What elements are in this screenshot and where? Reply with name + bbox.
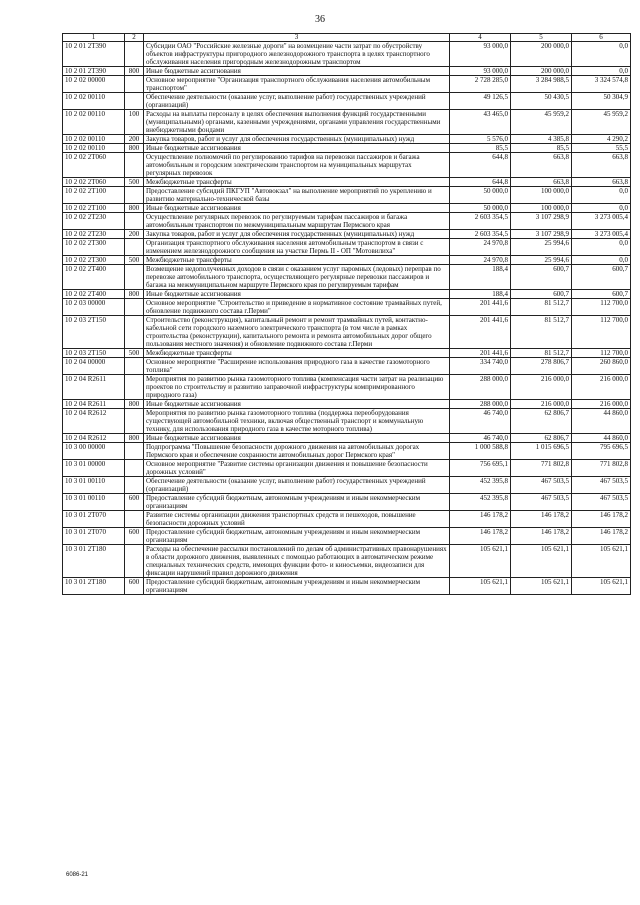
row-name: Закупка товаров, работ и услуг для обеспечения государственных (муниципальных) нужд: [144, 230, 450, 239]
page-number: 36: [315, 14, 325, 25]
row-code: 10 3 01 2T180: [63, 545, 125, 578]
table-row: [63, 400, 631, 409]
row-name: Осуществление регулярных перевозок по регулируемым тарифам пассажиров и багажа автомобильным транспортом по межмуниципальным маршрутам Пермского края: [144, 213, 450, 230]
row-value-2021: 4 385,8: [511, 135, 572, 144]
row-name: Иные бюджетные ассигнования: [144, 204, 450, 213]
row-value-2022: 795 696,5: [572, 443, 631, 460]
row-expense-type: [125, 265, 144, 290]
row-value-2022: 146 178,2: [572, 511, 631, 528]
row-name: Предоставление субсидий ПКГУП "Автовокзал" на выполнение мероприятий по укреплению и развитию материально-технической базы: [144, 187, 450, 204]
row-expense-type: 800: [125, 67, 144, 76]
row-value-2021: 85,5: [511, 144, 572, 153]
row-expense-type: [125, 358, 144, 375]
row-code: 10 2 03 00000: [63, 299, 125, 316]
table-row: [63, 434, 631, 443]
row-code: 10 2 02 00110: [63, 93, 125, 110]
row-value-2021: 50 430,5: [511, 93, 572, 110]
row-value-2021: 1 015 696,5: [511, 443, 572, 460]
row-code: 10 2 02 2T060: [63, 153, 125, 178]
row-expense-type: 100: [125, 110, 144, 135]
row-code: 10 2 04 R2611: [63, 400, 125, 409]
row-code: 10 3 01 2T180: [63, 578, 125, 595]
row-name: Иные бюджетные ассигнования: [144, 290, 450, 299]
table-row: [63, 239, 631, 256]
row-name: Обеспечение деятельности (оказание услуг, выполнение работ) государственных учреждений (организаций): [144, 93, 450, 110]
row-name: Основное мероприятие "Строительство и приведение в нормативное состояние трамвайных путей, обновление подвижного состава г.Перми": [144, 299, 450, 316]
row-value-2020: 1 000 588,8: [450, 443, 511, 460]
table-row: [63, 144, 631, 153]
table-row: [63, 187, 631, 204]
row-value-2020: 46 740,0: [450, 434, 511, 443]
row-name: Межбюджетные трансферты: [144, 349, 450, 358]
row-code: 10 2 04 R2612: [63, 434, 125, 443]
row-name: Расходы на обеспечение рассылки постановлений по делам об административных правонарушениях в области дорожного движения, выявленных с помощью работающих в автоматическом режиме специальных технических средств, имеющих функции фото- и киносъемки, видеозаписи для фиксации нарушений правил дорожного движения: [144, 545, 450, 578]
table-row: [63, 511, 631, 528]
row-value-2020: 201 441,6: [450, 349, 511, 358]
row-name: Основное мероприятие "Развитие системы организации движения и повышение безопасности дорожных условий": [144, 460, 450, 477]
row-value-2021: 81 512,7: [511, 316, 572, 349]
row-value-2022: 663,8: [572, 153, 631, 178]
table-row: [63, 178, 631, 187]
row-code: 10 2 02 2T230: [63, 230, 125, 239]
row-value-2022: 0,0: [572, 42, 631, 67]
row-code: 10 3 01 00110: [63, 477, 125, 494]
row-value-2022: 105 621,1: [572, 578, 631, 595]
row-expense-type: 500: [125, 349, 144, 358]
row-value-2021: 771 802,8: [511, 460, 572, 477]
row-code: 10 2 02 00000: [63, 76, 125, 93]
row-value-2020: 2 603 354,5: [450, 213, 511, 230]
row-value-2020: 46 740,0: [450, 409, 511, 434]
row-value-2022: 0,0: [572, 256, 631, 265]
row-name: Иные бюджетные ассигнования: [144, 400, 450, 409]
table-row: [63, 93, 631, 110]
row-code: 10 2 02 2T100: [63, 204, 125, 213]
row-expense-type: 200: [125, 135, 144, 144]
table-row: [63, 290, 631, 299]
row-value-2021: 3 107 298,9: [511, 213, 572, 230]
row-value-2022: 0,0: [572, 67, 631, 76]
row-value-2022: 771 802,8: [572, 460, 631, 477]
table-row: [63, 256, 631, 265]
row-expense-type: 200: [125, 230, 144, 239]
table-row: [63, 545, 631, 578]
table-row: [63, 42, 631, 67]
row-code: 10 3 01 2T070: [63, 528, 125, 545]
row-code: 10 3 01 00110: [63, 494, 125, 511]
table-row: [63, 135, 631, 144]
row-code: 10 3 01 2T070: [63, 511, 125, 528]
row-name: Возмещение недополученных доходов в связи с оказанием услуг паромных (ледовых) переправ по перевозке автомобильного транспорта, осуществляющего регулярные перевозки пассажиров и багажа на межмуниципальном маршруте Пермского края по регулируемым тарифам: [144, 265, 450, 290]
row-value-2021: 100 000,0: [511, 204, 572, 213]
row-expense-type: 500: [125, 256, 144, 265]
row-expense-type: [125, 42, 144, 67]
table-row: [63, 494, 631, 511]
row-code: 10 2 02 00110: [63, 110, 125, 135]
table-row: [63, 349, 631, 358]
table-row: [63, 578, 631, 595]
row-value-2020: 49 126,5: [450, 93, 511, 110]
row-value-2020: 644,8: [450, 178, 511, 187]
row-value-2022: 44 860,0: [572, 409, 631, 434]
row-value-2022: 467 503,5: [572, 494, 631, 511]
row-value-2021: 200 000,0: [511, 42, 572, 67]
row-value-2020: 201 441,6: [450, 316, 511, 349]
row-expense-type: [125, 299, 144, 316]
row-name: Расходы на выплаты персоналу в целях обеспечения выполнения функций государственными (муниципальными) органами, казенными учреждениями, органами управления государственными внебюджетными фондами: [144, 110, 450, 135]
row-value-2020: 24 970,8: [450, 239, 511, 256]
table-row: [63, 230, 631, 239]
row-code: 10 2 04 R2611: [63, 375, 125, 400]
row-name: Иные бюджетные ассигнования: [144, 67, 450, 76]
row-name: Организация транспортного обслуживания населения автомобильным транспортом в связи с изменением железнодорожного сообщения на участке Пермь II - ОП "Мотовилиха": [144, 239, 450, 256]
row-name: Предоставление субсидий бюджетным, автономным учреждениям и иным некоммерческим организациям: [144, 528, 450, 545]
row-expense-type: [125, 93, 144, 110]
row-value-2022: 0,0: [572, 239, 631, 256]
row-code: 10 2 02 2T400: [63, 290, 125, 299]
row-value-2022: 146 178,2: [572, 528, 631, 545]
row-value-2021: 278 806,7: [511, 358, 572, 375]
row-value-2020: 2 603 354,5: [450, 230, 511, 239]
row-expense-type: [125, 76, 144, 93]
row-code: 10 3 01 00000: [63, 460, 125, 477]
row-value-2020: 105 621,1: [450, 578, 511, 595]
row-value-2021: 216 000,0: [511, 375, 572, 400]
row-value-2021: 663,8: [511, 153, 572, 178]
row-value-2021: 25 994,6: [511, 239, 572, 256]
row-code: 10 2 03 2T150: [63, 349, 125, 358]
row-expense-type: 500: [125, 178, 144, 187]
row-value-2020: 146 178,2: [450, 528, 511, 545]
row-name: Межбюджетные трансферты: [144, 178, 450, 187]
row-value-2020: 334 740,0: [450, 358, 511, 375]
row-expense-type: [125, 239, 144, 256]
row-value-2020: 201 441,6: [450, 299, 511, 316]
row-code: 10 2 02 2T060: [63, 178, 125, 187]
row-code: 10 2 02 2T400: [63, 265, 125, 290]
table-row: [63, 316, 631, 349]
table-row: [63, 409, 631, 434]
row-value-2021: 62 806,7: [511, 434, 572, 443]
row-expense-type: 600: [125, 578, 144, 595]
row-value-2022: 44 860,0: [572, 434, 631, 443]
row-expense-type: [125, 477, 144, 494]
row-expense-type: 600: [125, 528, 144, 545]
row-value-2021: 105 621,1: [511, 545, 572, 578]
row-value-2022: 600,7: [572, 290, 631, 299]
footer-code: 6086-21: [66, 872, 89, 878]
row-name: Строительство (реконструкция), капитальный ремонт и ремонт трамвайных путей, контактно-кабельной сети городского наземного электрического транспорта (в том числе в рамках строительства (реконструкции), капитального ремонта и ремонта автомобильных дорог общего пользования местного значения) и обновление подвижного состава г.Перми: [144, 316, 450, 349]
row-code: 10 2 02 2T300: [63, 256, 125, 265]
row-value-2020: 756 695,1: [450, 460, 511, 477]
row-expense-type: 800: [125, 400, 144, 409]
row-expense-type: [125, 153, 144, 178]
row-expense-type: [125, 460, 144, 477]
row-expense-type: [125, 375, 144, 400]
row-value-2022: 3 273 005,4: [572, 213, 631, 230]
column-header: 1: [63, 34, 125, 42]
row-value-2021: 62 806,7: [511, 409, 572, 434]
row-name: Закупка товаров, работ и услуг для обеспечения государственных (муниципальных) нужд: [144, 135, 450, 144]
table-row: [63, 299, 631, 316]
table-row: [63, 204, 631, 213]
row-value-2022: 600,7: [572, 265, 631, 290]
row-value-2020: 146 178,2: [450, 511, 511, 528]
row-name: Подпрограмма "Повышение безопасности дорожного движения на автомобильных дорогах Пермского края и обеспечение сохранности автомобильных дорог Пермского края": [144, 443, 450, 460]
row-expense-type: [125, 511, 144, 528]
table-row: [63, 528, 631, 545]
column-header: 3: [144, 34, 450, 42]
row-value-2022: 3 324 574,8: [572, 76, 631, 93]
row-value-2022: 0,0: [572, 187, 631, 204]
row-value-2021: 467 503,5: [511, 477, 572, 494]
row-code: 10 2 01 2T390: [63, 42, 125, 67]
column-header: 6: [572, 34, 631, 42]
row-name: Предоставление субсидий бюджетным, автономным учреждениям и иным некоммерческим организациям: [144, 578, 450, 595]
row-value-2021: 105 621,1: [511, 578, 572, 595]
row-value-2021: 216 000,0: [511, 400, 572, 409]
row-value-2022: 112 700,0: [572, 349, 631, 358]
row-name: Иные бюджетные ассигнования: [144, 434, 450, 443]
row-expense-type: [125, 187, 144, 204]
row-expense-type: 800: [125, 290, 144, 299]
table-row: [63, 110, 631, 135]
row-value-2020: 188,4: [450, 265, 511, 290]
row-value-2020: 24 970,8: [450, 256, 511, 265]
row-code: 10 2 02 2T300: [63, 239, 125, 256]
column-header: 4: [450, 34, 511, 42]
row-value-2020: 50 000,0: [450, 187, 511, 204]
row-value-2020: 288 000,0: [450, 375, 511, 400]
row-value-2021: 663,8: [511, 178, 572, 187]
row-name: Субсидии ОАО "Российские железные дороги" на возмещение части затрат по обустройству объектов инфраструктуры пригородного железнодорожного транспорта в целях транспортного обслуживания населения пригородным железнодорожным транспортом: [144, 42, 450, 67]
row-value-2020: 2 728 285,0: [450, 76, 511, 93]
row-expense-type: [125, 443, 144, 460]
row-value-2020: 105 621,1: [450, 545, 511, 578]
row-value-2020: 452 395,8: [450, 494, 511, 511]
row-expense-type: 600: [125, 494, 144, 511]
row-value-2021: 146 178,2: [511, 528, 572, 545]
row-value-2020: 93 000,0: [450, 42, 511, 67]
table-row: [63, 477, 631, 494]
table-row: [63, 443, 631, 460]
table-row: [63, 67, 631, 76]
row-value-2022: 112 700,0: [572, 299, 631, 316]
row-value-2022: 216 000,0: [572, 375, 631, 400]
row-value-2022: 663,8: [572, 178, 631, 187]
row-value-2022: 4 290,2: [572, 135, 631, 144]
row-name: Основное мероприятие "Расширение использования природного газа в качестве газомоторного топлива": [144, 358, 450, 375]
table-row: [63, 76, 631, 93]
row-value-2020: 85,5: [450, 144, 511, 153]
row-value-2020: 50 000,0: [450, 204, 511, 213]
row-value-2022: 55,5: [572, 144, 631, 153]
row-code: 10 3 00 00000: [63, 443, 125, 460]
row-value-2022: 260 860,0: [572, 358, 631, 375]
row-expense-type: 800: [125, 144, 144, 153]
row-value-2020: 5 576,0: [450, 135, 511, 144]
row-value-2022: 112 700,0: [572, 316, 631, 349]
row-value-2021: 81 512,7: [511, 299, 572, 316]
row-value-2021: 200 000,0: [511, 67, 572, 76]
row-name: Развитие системы организации движения транспортных средств и пешеходов, повышение безопасности дорожных условий: [144, 511, 450, 528]
row-expense-type: 800: [125, 434, 144, 443]
row-name: Основное мероприятие "Организация транспортного обслуживания населения автомобильным транспортом": [144, 76, 450, 93]
row-name: Осуществление полномочий по регулированию тарифов на перевозки пассажиров и багажа автомобильным и городским электрическим транспортом на муниципальных маршрутах регулярных перевозок: [144, 153, 450, 178]
row-expense-type: [125, 213, 144, 230]
row-value-2021: 81 512,7: [511, 349, 572, 358]
row-value-2022: 45 959,2: [572, 110, 631, 135]
row-value-2021: 3 107 298,9: [511, 230, 572, 239]
row-code: 10 2 04 R2612: [63, 409, 125, 434]
row-value-2022: 105 621,1: [572, 545, 631, 578]
row-value-2021: 45 959,2: [511, 110, 572, 135]
row-expense-type: [125, 409, 144, 434]
row-value-2020: 43 465,0: [450, 110, 511, 135]
row-code: 10 2 03 2T150: [63, 316, 125, 349]
row-value-2020: 93 000,0: [450, 67, 511, 76]
row-expense-type: 800: [125, 204, 144, 213]
table-row: [63, 460, 631, 477]
row-value-2021: 25 994,6: [511, 256, 572, 265]
row-code: 10 2 02 00110: [63, 144, 125, 153]
row-code: 10 2 02 00110: [63, 135, 125, 144]
row-value-2021: 600,7: [511, 290, 572, 299]
row-value-2022: 50 304,9: [572, 93, 631, 110]
column-header: 2: [125, 34, 144, 42]
row-name: Иные бюджетные ассигнования: [144, 144, 450, 153]
row-value-2020: 644,8: [450, 153, 511, 178]
row-name: Обеспечение деятельности (оказание услуг, выполнение работ) государственных учреждений (организаций): [144, 477, 450, 494]
table-row: [63, 213, 631, 230]
row-value-2021: 146 178,2: [511, 511, 572, 528]
row-name: Межбюджетные трансферты: [144, 256, 450, 265]
row-value-2021: 600,7: [511, 265, 572, 290]
column-header-row: [63, 34, 631, 42]
row-expense-type: [125, 545, 144, 578]
table-row: [63, 375, 631, 400]
row-value-2021: 3 284 988,5: [511, 76, 572, 93]
row-code: 10 2 01 2T390: [63, 67, 125, 76]
budget-table: [62, 33, 631, 595]
column-header: 5: [511, 34, 572, 42]
row-value-2020: 288 000,0: [450, 400, 511, 409]
row-value-2021: 467 503,5: [511, 494, 572, 511]
row-expense-type: [125, 316, 144, 349]
row-name: Мероприятия по развитию рынка газомоторного топлива (компенсация части затрат на реализацию проектов по строительству и развитию заправочной инфраструктуры компримированного природного газа): [144, 375, 450, 400]
row-value-2022: 0,0: [572, 204, 631, 213]
row-value-2022: 3 273 005,4: [572, 230, 631, 239]
row-code: 10 2 02 2T230: [63, 213, 125, 230]
table-row: [63, 153, 631, 178]
row-value-2020: 452 395,8: [450, 477, 511, 494]
row-name: Предоставление субсидий бюджетным, автономным учреждениям и иным некоммерческим организациям: [144, 494, 450, 511]
row-name: Мероприятия по развитию рынка газомоторного топлива (поддержка переоборудования существующей автомобильной техники, включая общественный транспорт и коммунальную технику, для использования природного газа в качестве моторного топлива): [144, 409, 450, 434]
row-value-2022: 216 000,0: [572, 400, 631, 409]
row-code: 10 2 02 2T100: [63, 187, 125, 204]
table-row: [63, 265, 631, 290]
row-value-2021: 100 000,0: [511, 187, 572, 204]
table-row: [63, 358, 631, 375]
row-code: 10 2 04 00000: [63, 358, 125, 375]
row-value-2020: 188,4: [450, 290, 511, 299]
row-value-2022: 467 503,5: [572, 477, 631, 494]
